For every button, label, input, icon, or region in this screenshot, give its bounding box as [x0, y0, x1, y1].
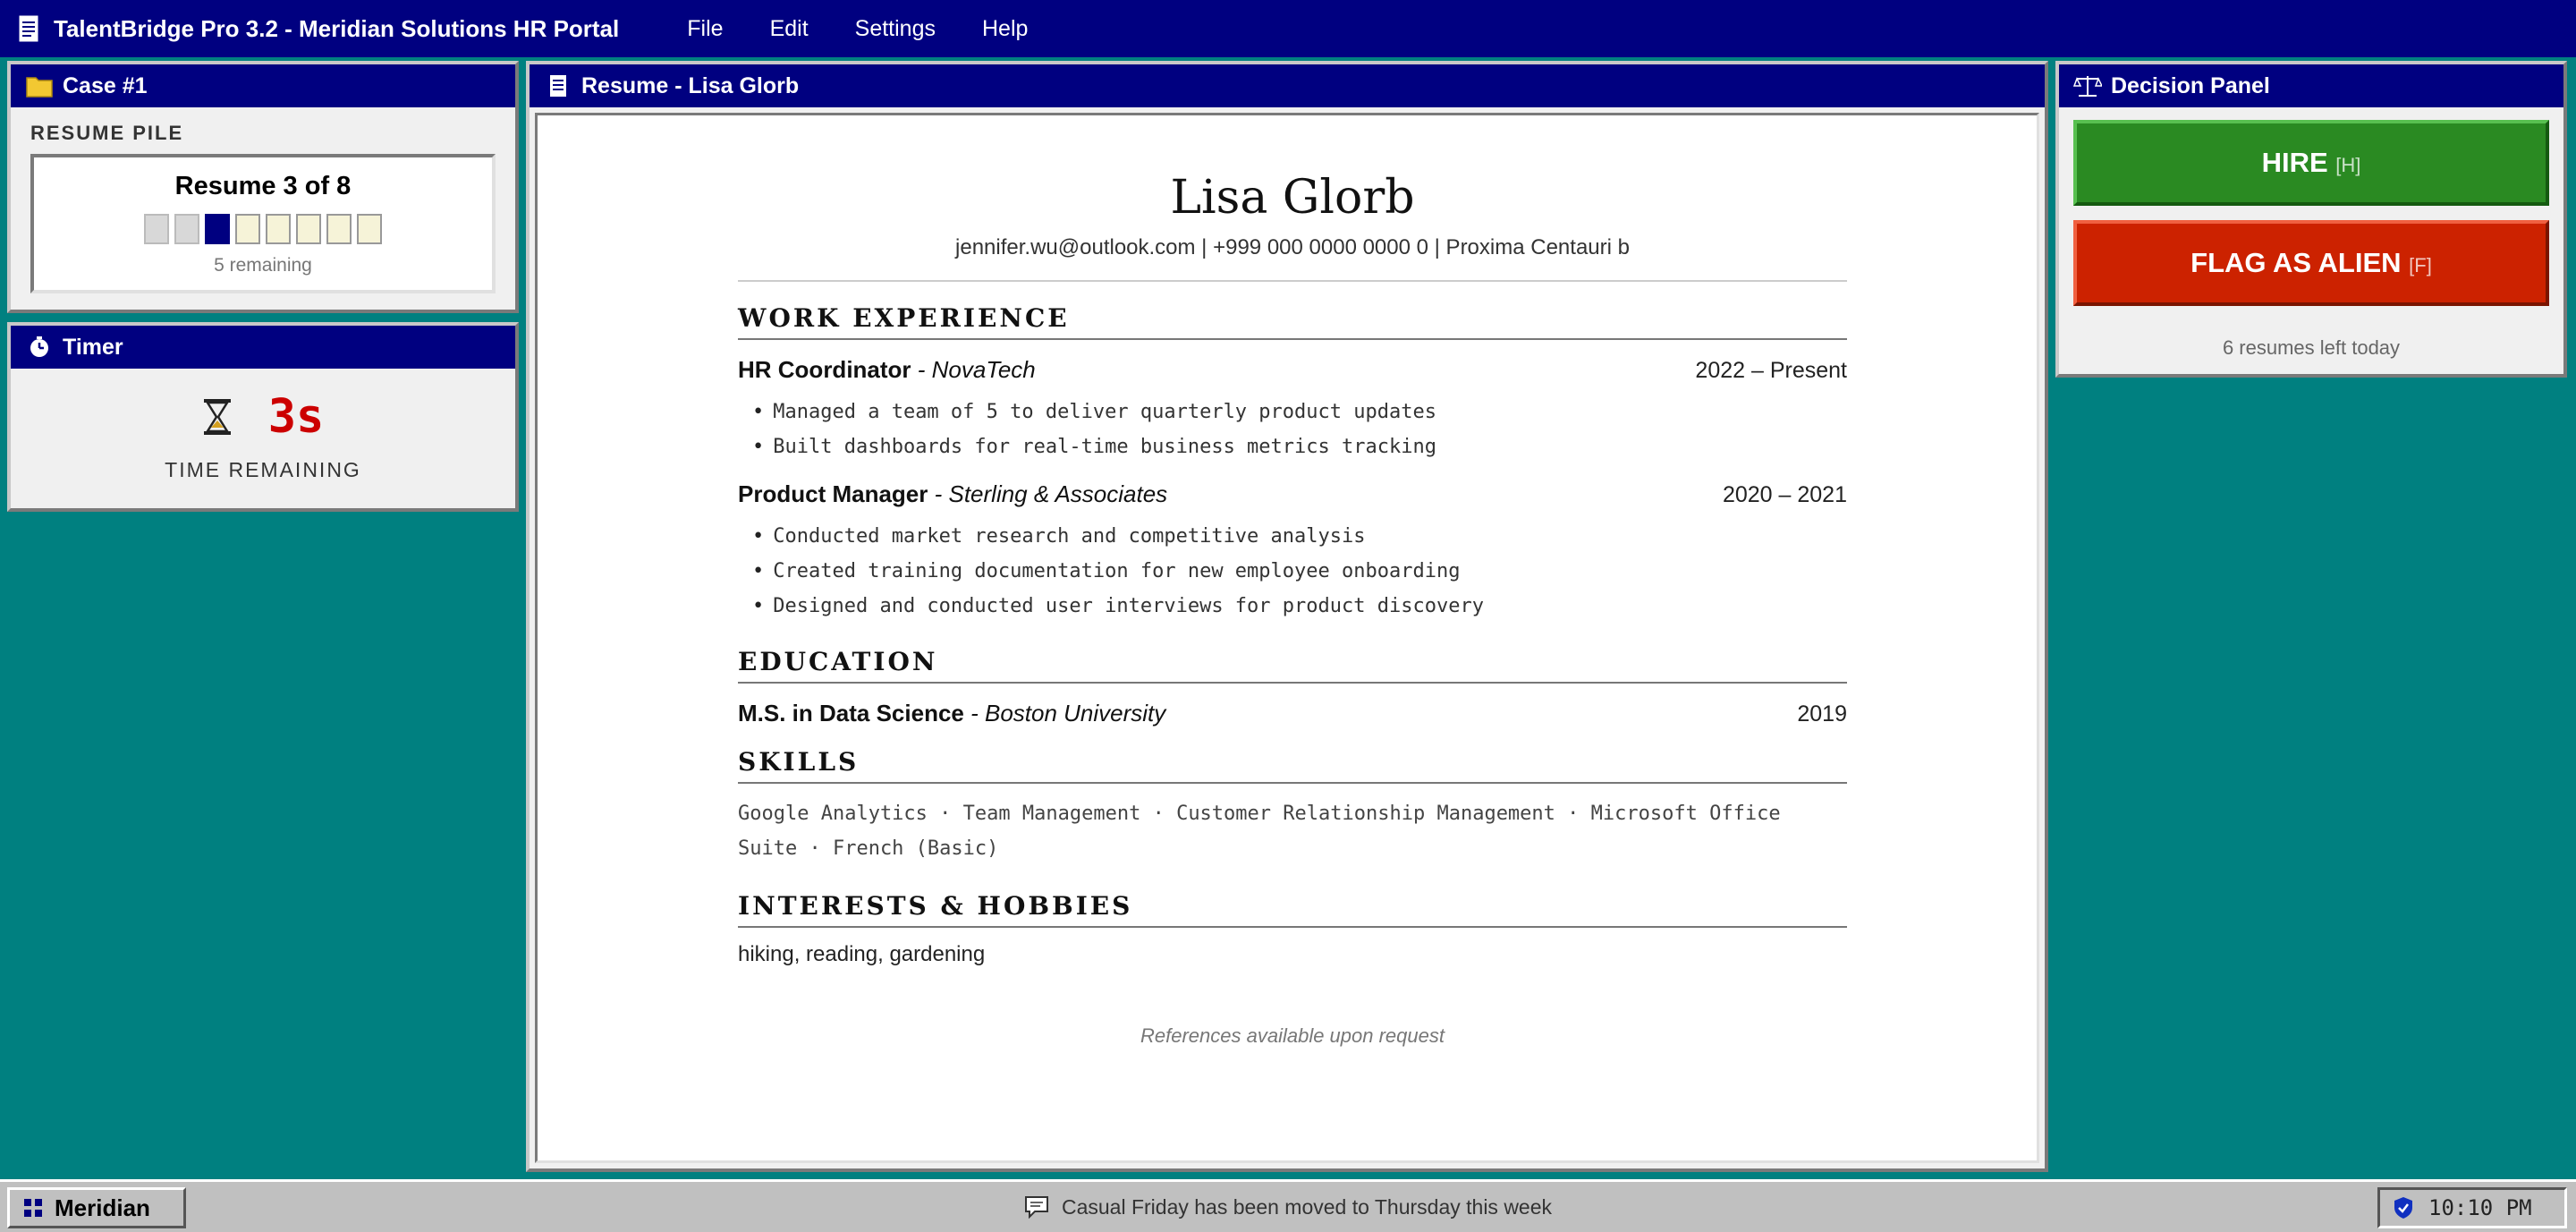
pile-square	[357, 214, 382, 244]
flag-alien-button[interactable]	[2073, 220, 2549, 306]
timer-panel	[7, 322, 519, 512]
timer-title: Timer	[63, 334, 123, 360]
menu-settings[interactable]: Settings	[854, 15, 936, 41]
pile-progress-title: Resume 3 of 8	[174, 172, 352, 200]
job-company: - NovaTech	[911, 356, 1036, 383]
resume-document[interactable]	[535, 113, 2039, 1163]
timer-row	[11, 390, 515, 444]
job-title: HR Coordinator	[738, 356, 911, 383]
app-title: TalentBridge Pro 3.2 - Meridian Solutions HR Portal	[54, 14, 620, 42]
interests-list: hiking, reading, gardening	[738, 942, 986, 966]
case-title: Case #1	[63, 72, 148, 98]
job-dates: 2022 – Present	[1695, 358, 1847, 383]
pile-square	[205, 214, 230, 244]
pile-remaining: 5 remaining	[214, 255, 312, 276]
shield-icon[interactable]	[2393, 1195, 2414, 1220]
timer-body	[11, 390, 515, 482]
resume-content	[738, 115, 1847, 1048]
interests-heading: INTERESTS & HOBBIES	[738, 891, 1847, 928]
notice-area	[0, 1182, 2576, 1232]
job-bullet: • Created training documentation for new employee onboarding	[752, 554, 1847, 589]
job-header	[738, 356, 1847, 384]
timer-panel-header	[11, 326, 515, 369]
start-label: Meridian	[55, 1194, 150, 1221]
hire-button-label: HIRE	[2261, 147, 2328, 178]
hire-button[interactable]	[2073, 120, 2549, 206]
clock: 10:10 PM	[2428, 1195, 2532, 1220]
decision-panel-header	[2059, 64, 2563, 107]
case-panel-header	[11, 64, 515, 107]
flag-button-label: FLAG AS ALIEN	[2190, 247, 2402, 278]
skills-heading: SKILLS	[738, 747, 1847, 784]
decision-panel-title: Decision Panel	[2111, 72, 2270, 98]
graduation-year: 2019	[1797, 701, 1847, 726]
skills-list: Google Analytics · Team Management · Customer Relationship Management · Microsoft Office Suite · French (Basic)	[738, 803, 1781, 860]
hire-hotkey: [H]	[2335, 154, 2361, 176]
case-panel	[7, 61, 519, 313]
timer-label: TIME REMAINING	[165, 458, 361, 481]
message-icon	[1024, 1195, 1049, 1219]
job-company: - Sterling & Associates	[928, 480, 1168, 507]
job-entry	[738, 356, 1847, 464]
job-bullets	[752, 395, 1847, 464]
job-title: Product Manager	[738, 480, 928, 507]
job-header	[738, 480, 1847, 508]
candidate-name: Lisa Glorb	[1170, 171, 1415, 225]
pile-square	[235, 214, 260, 244]
education-heading: EDUCATION	[738, 647, 1847, 684]
folder-icon	[25, 72, 54, 100]
document-icon	[544, 72, 572, 100]
windows-grid-icon	[22, 1197, 44, 1219]
decision-panel	[2055, 61, 2567, 378]
scales-icon	[2073, 72, 2102, 100]
job-dates: 2020 – 2021	[1722, 482, 1847, 507]
job-bullet: • Conducted market research and competitive analysis	[752, 519, 1847, 554]
system-tray	[2377, 1187, 2567, 1228]
notice-text: Casual Friday has been moved to Thursday this week	[1061, 1194, 1553, 1219]
pile-indicator	[34, 214, 492, 244]
degree: M.S. in Data Science	[738, 700, 964, 726]
candidate-contact: jennifer.wu@outlook.com | +999 000 0000 0000 0 | Proxima Centauri b	[738, 235, 1847, 282]
job-bullet: • Designed and conducted user interviews for product discovery	[752, 589, 1847, 624]
references-note: References available upon request	[1140, 1024, 1445, 1047]
title-bar	[0, 0, 2576, 57]
menu-bar	[664, 16, 1051, 42]
pile-square	[266, 214, 291, 244]
pile-square	[144, 214, 169, 244]
work-experience-heading: WORK EXPERIENCE	[738, 303, 1847, 340]
taskbar	[0, 1179, 2576, 1232]
job-bullet: • Built dashboards for real-time business metrics tracking	[752, 429, 1847, 464]
pile-square	[174, 214, 199, 244]
menu-help[interactable]: Help	[982, 15, 1029, 41]
job-bullets	[752, 519, 1847, 624]
pile-square	[296, 214, 321, 244]
resume-pile-label: RESUME PILE	[30, 122, 184, 144]
school: - Boston University	[963, 700, 1166, 726]
resume-panel-title: Resume - Lisa Glorb	[581, 72, 800, 98]
pile-square	[326, 214, 352, 244]
job-bullet: • Managed a team of 5 to deliver quarterly product updates	[752, 395, 1847, 429]
job-entry	[738, 480, 1847, 624]
resume-pile	[30, 154, 496, 293]
education-entry	[738, 700, 1847, 727]
stopwatch-icon	[25, 333, 54, 361]
flag-hotkey: [F]	[2409, 254, 2432, 276]
document-icon	[16, 13, 41, 44]
resumes-left-today: 6 resumes left today	[2222, 336, 2401, 359]
timer-value: 3s	[267, 390, 325, 444]
resume-panel-header	[530, 64, 2045, 107]
resume-panel	[526, 61, 2048, 1172]
menu-edit[interactable]: Edit	[769, 15, 809, 41]
hourglass-icon	[202, 397, 233, 437]
menu-file[interactable]: File	[687, 15, 724, 41]
start-button[interactable]	[7, 1187, 186, 1228]
